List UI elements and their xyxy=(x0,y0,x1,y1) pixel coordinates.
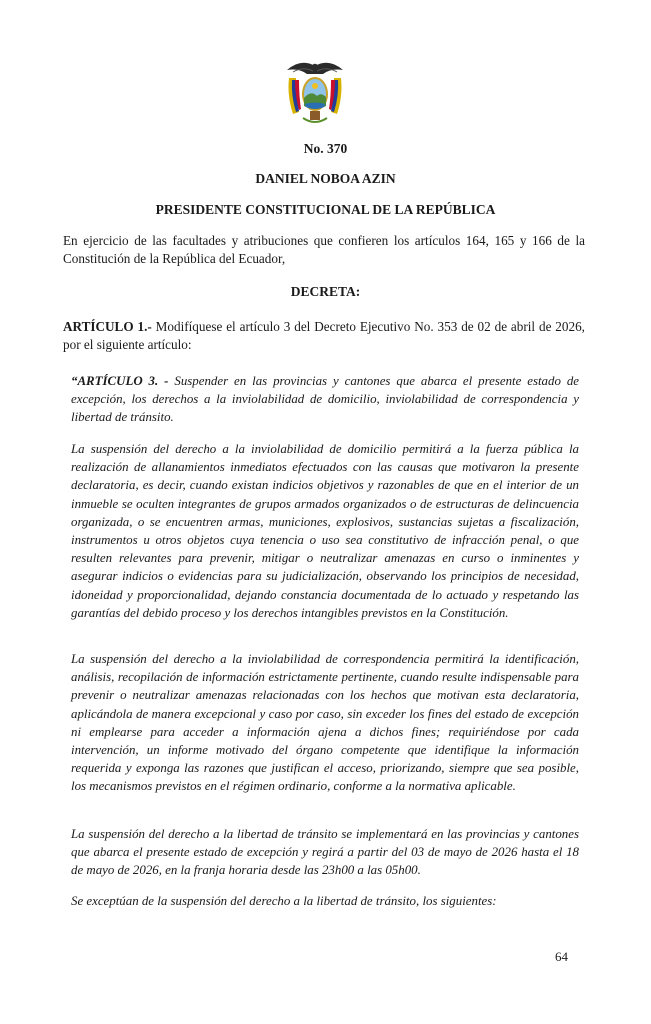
ecuador-coat-of-arms-icon xyxy=(283,56,347,128)
quoted-article-3-text: Suspender en las provincias y cantones que abarca el presente estado de excepción, los derechos a la inviolabilidad de domicilio, inviolabilidad de correspondencia y libertad de tránsito. xyxy=(71,374,579,425)
page-number: 64 xyxy=(555,949,568,964)
exceptions-paragraph: Se exceptúan de la suspensión del derecho a la libertad de tránsito, los siguientes: xyxy=(71,894,497,908)
president-title: PRESIDENTE CONSTITUCIONAL DE LA REPÚBLICA xyxy=(155,202,496,217)
domicilio-paragraph: La suspensión del derecho a la inviolabilidad de domicilio permitirá a la fuerza pública la realización de allanamientos inmediatos efectuados con las causas que motivaron la presente declaratoria, es decir, cuando existan indicios objetivos y razonables de que en el interior de un inmueble se oculten integrantes de grupos armados organizados o de estructuras de delincuencia organizada, o se encuentren armas, municiones, explosivos, sustancias sujetas a fiscalización, instrumentos u otros objetos cuya tenencia o uso sea constitutivo de infracción penal, o que resulten relevantes para prevenir, mitigar o neutralizar amenazas en curso o inminentes y asegurar indicios o evidencias para su judicialización, observando los principios de necesidad, idoneidad y proporcionalidad, dejando constancia documentada de lo actuado y respetando las garantías del debido proceso y los derechos intangibles previstos en la Constitución. xyxy=(71,442,579,620)
president-name: DANIEL NOBOA AZIN xyxy=(255,171,396,186)
decreta-heading: DECRETA: xyxy=(290,284,361,299)
article-1-text: Modifíquese el artículo 3 del Decreto Ejecutivo No. 353 de 02 de abril de 2026, por el siguiente artículo: xyxy=(63,319,585,352)
transito-paragraph: La suspensión del derecho a la libertad de tránsito se implementará en las provincias y cantones que abarca el presente estado de excepción y regirá a partir del 03 de mayo de 2026 hasta el 18 de mayo de 2026, en la franja horaria desde las 23h00 a las 05h00. xyxy=(71,827,579,878)
quoted-article-3-label: “ARTÍCULO 3. - xyxy=(71,374,169,388)
correspondencia-paragraph: La suspensión del derecho a la inviolabilidad de correspondencia permitirá la identificación, análisis, recopilación de información estrictamente pertinente, cuando resulte indispensable para prevenir o neutralizar amenazas relacionadas con los hechos que motivan esta declaratoria, aplicándola de manera excepcional y caso por caso, sin exceder los fines del estado de excepción ni emplearse para acceder a información ajena a dichos fines; requiriéndose por cada intervención, un informe motivado del órgano competente que identifique la información requerida y exponga las razones que justifican el acceso, priorizando, siempre que sea posible, los mecanismos previstos en el régimen ordinario, conforme a la normativa aplicable. xyxy=(71,652,579,794)
article-1-paragraph xyxy=(63,318,585,354)
preamble-paragraph: En ejercicio de las facultades y atribuciones que confieren los artículos 164, 165 y 166 de la Constitución de la República del Ecuador, xyxy=(63,233,585,266)
decree-number: No. 370 xyxy=(303,141,348,156)
quoted-article-3-paragraph xyxy=(71,372,579,427)
article-1-label: ARTÍCULO 1.- xyxy=(63,319,152,334)
